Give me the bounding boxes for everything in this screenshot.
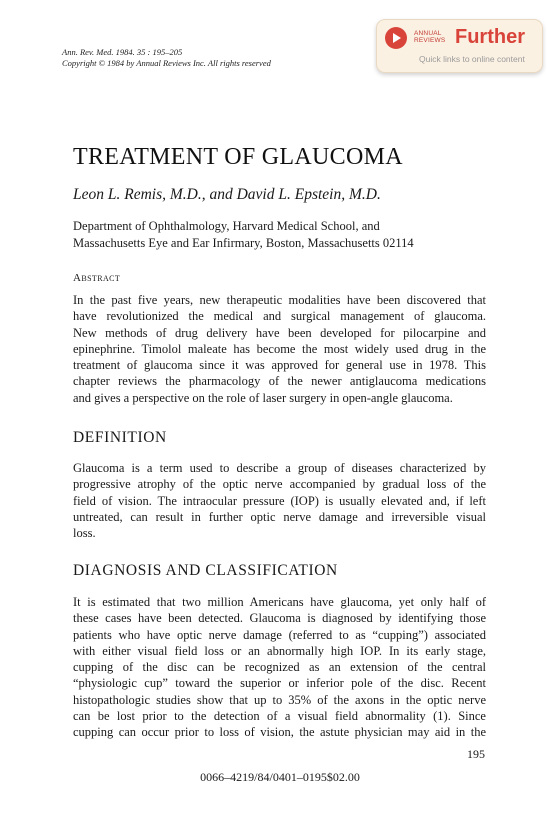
abstract-heading: Abstract <box>73 272 121 284</box>
text-line: patients who have optic nerve damage (referred to as “cupping”) associated <box>73 627 486 642</box>
text-line: can be lost prior to the detection of a visual field abnormality (1). Since <box>73 709 486 724</box>
play-circle-icon <box>385 27 407 49</box>
text-line: and gives a perspective on the role of laser surgery in open-angle glaucoma. <box>73 390 453 405</box>
article-authors: Leon L. Remis, M.D., and David L. Epstein, M.D. <box>73 186 381 203</box>
text-line: Glaucoma is a term used to describe a group of diseases characterized by <box>73 461 486 475</box>
annual-reviews-logo-text: ANNUAL REVIEWS <box>414 30 446 44</box>
text-line: cupping can occur prior to loss of vision, the astute physician may aid in the <box>73 725 486 740</box>
author-affiliation <box>73 218 503 252</box>
text-line: In the past five years, new therapeutic modalities have been discovered that <box>73 293 486 307</box>
citation-line-journal: Ann. Rev. Med. 1984. 35 : 195–205 <box>62 47 183 57</box>
article-identifier-footer: 0066–4219/84/0401–0195$02.00 <box>200 770 360 784</box>
journal-citation <box>62 47 271 69</box>
diagnosis-paragraph <box>73 594 486 741</box>
further-links-badge[interactable] <box>376 19 543 73</box>
text-line: “physiologic cup” toward the superior or inferior pole of the disc. Recent <box>73 676 486 691</box>
text-line: histopathologic studies show that up to 35% of the axons in the optic nerve <box>73 692 486 707</box>
abstract-paragraph <box>73 292 486 406</box>
text-line: treatment of glaucoma since it was approved for general use in 1978. This <box>73 358 486 373</box>
text-line: with either visual field loss or an abnormally high IOP. In its early stage, <box>73 643 486 658</box>
article-title: TREATMENT OF GLAUCOMA <box>73 144 403 170</box>
text-line: New methods of drug delivery have been developed for pilocarpine and <box>73 325 486 340</box>
text-line: progressive atrophy of the optic nerve accompanied by gradual loss of the <box>73 477 486 492</box>
section-heading-definition: DEFINITION <box>73 429 167 446</box>
text-line: cupping of the disc can be recognized as an extension of the central <box>73 660 486 675</box>
definition-paragraph <box>73 460 486 541</box>
affiliation-line: Department of Ophthalmology, Harvard Medical School, and <box>73 219 380 233</box>
page-number: 195 <box>467 747 485 761</box>
text-line: these cases have been detected. Glaucoma is diagnosed by identifying those <box>73 611 486 626</box>
text-line: epinephrine. Timolol maleate has become the most widely used drug in the <box>73 341 486 356</box>
text-line: chapter reviews the pharmacology of the newer antiglaucoma medications <box>73 374 486 389</box>
badge-subtitle: Quick links to online content <box>419 54 525 64</box>
text-line: loss. <box>73 526 96 541</box>
section-heading-diagnosis: DIAGNOSIS AND CLASSIFICATION <box>73 562 338 579</box>
text-line: have revolutionized the medical and surgical management of glaucoma. <box>73 309 486 324</box>
citation-line-copyright: Copyright © 1984 by Annual Reviews Inc. All rights reserved <box>62 58 271 68</box>
affiliation-line: Massachusetts Eye and Ear Infirmary, Boston, Massachusetts 02114 <box>73 236 414 250</box>
text-line: It is estimated that two million Americans have glaucoma, yet only half of <box>73 595 486 609</box>
text-line: field of vision. The intraocular pressure (IOP) is usually elevated and, if left <box>73 493 486 508</box>
text-line: untreated, can result in further optic nerve damage and irreversible visual <box>73 509 486 524</box>
further-logo-text: Further <box>455 26 525 48</box>
